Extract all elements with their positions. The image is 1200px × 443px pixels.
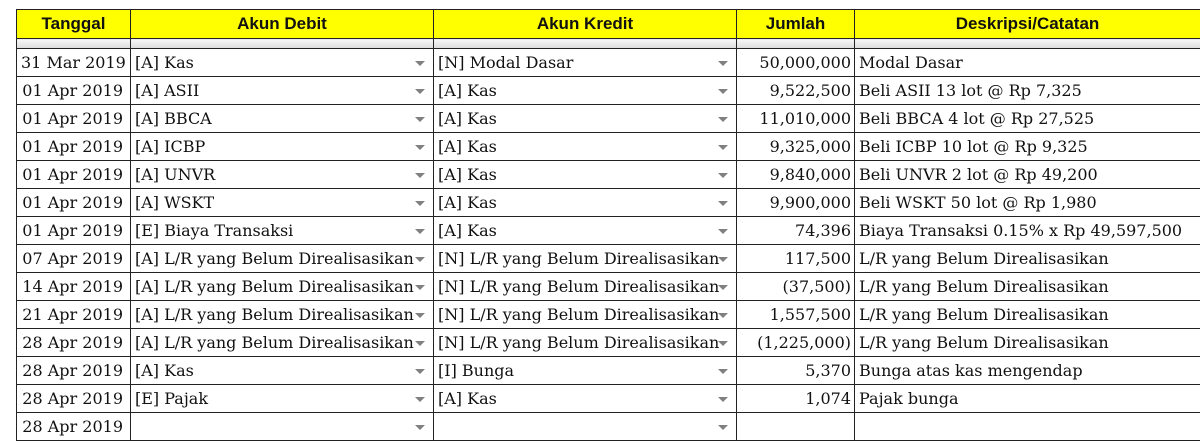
date-cell-value: 01 Apr 2019 — [22, 193, 123, 212]
table-row — [17, 357, 1200, 385]
credit-account-select-value: [N] Modal Dasar — [438, 53, 574, 72]
table-row — [17, 245, 1200, 273]
description-cell-value: L/R yang Belum Direalisasikan — [859, 305, 1109, 324]
debit-account-select-value: [A] UNVR — [135, 165, 216, 184]
amount-cell[interactable] — [737, 77, 855, 105]
amount-cell[interactable] — [737, 385, 855, 413]
amount-cell[interactable] — [737, 413, 855, 441]
debit-account-select[interactable] — [131, 301, 434, 329]
amount-cell[interactable] — [737, 189, 855, 217]
debit-account-select-value: [E] Biaya Transaksi — [135, 221, 294, 240]
debit-account-select[interactable] — [131, 329, 434, 357]
date-cell[interactable] — [17, 273, 131, 301]
debit-account-select-value: [A] L/R yang Belum Direalisasikan — [135, 305, 414, 324]
amount-cell[interactable] — [737, 301, 855, 329]
chevron-down-icon[interactable] — [718, 201, 728, 206]
date-cell[interactable] — [17, 413, 131, 441]
credit-account-select[interactable] — [434, 385, 737, 413]
description-cell[interactable] — [855, 133, 1200, 161]
chevron-down-icon[interactable] — [718, 257, 728, 262]
chevron-down-icon[interactable] — [718, 425, 728, 430]
amount-cell[interactable] — [737, 161, 855, 189]
debit-account-select[interactable] — [131, 385, 434, 413]
description-cell-value: Pajak bunga — [859, 389, 959, 408]
credit-account-select[interactable] — [434, 245, 737, 273]
chevron-down-icon[interactable] — [718, 117, 728, 122]
chevron-down-icon[interactable] — [718, 89, 728, 94]
credit-account-select[interactable] — [434, 217, 737, 245]
date-cell-value: 14 Apr 2019 — [22, 277, 123, 296]
date-cell-value: 28 Apr 2019 — [22, 389, 123, 408]
amount-cell-value: 1,557,500 — [769, 305, 851, 324]
amount-cell-value: 9,325,000 — [769, 137, 851, 156]
date-cell-value: 28 Apr 2019 — [22, 333, 123, 352]
credit-account-select-value: [A] Kas — [438, 137, 497, 156]
header-date: Tanggal — [17, 10, 131, 39]
amount-cell-value: 117,500 — [784, 249, 851, 268]
credit-account-select-value: [I] Bunga — [438, 361, 515, 380]
date-cell[interactable] — [17, 49, 131, 77]
debit-account-select[interactable] — [131, 49, 434, 77]
description-cell[interactable] — [855, 273, 1200, 301]
chevron-down-icon[interactable] — [415, 61, 425, 66]
debit-account-select[interactable] — [131, 357, 434, 385]
debit-account-select[interactable] — [131, 413, 434, 441]
credit-account-select-value: [A] Kas — [438, 389, 497, 408]
table-row — [17, 161, 1200, 189]
description-cell[interactable] — [855, 189, 1200, 217]
chevron-down-icon[interactable] — [415, 369, 425, 374]
debit-account-select[interactable] — [131, 133, 434, 161]
credit-account-select[interactable] — [434, 413, 737, 441]
description-cell[interactable] — [855, 329, 1200, 357]
header-description: Deskripsi/Catatan — [855, 10, 1200, 39]
description-cell-value: L/R yang Belum Direalisasikan — [859, 249, 1109, 268]
chevron-down-icon[interactable] — [415, 117, 425, 122]
table-row — [17, 105, 1200, 133]
description-cell[interactable] — [855, 105, 1200, 133]
table-row — [17, 133, 1200, 161]
chevron-down-icon[interactable] — [415, 145, 425, 150]
credit-account-select[interactable] — [434, 105, 737, 133]
date-cell-value: 01 Apr 2019 — [22, 137, 123, 156]
credit-account-select[interactable] — [434, 189, 737, 217]
description-cell-value: Modal Dasar — [859, 53, 963, 72]
date-cell-value: 01 Apr 2019 — [22, 81, 123, 100]
table-row — [17, 49, 1200, 77]
debit-account-select-value: [A] Kas — [135, 53, 194, 72]
chevron-down-icon[interactable] — [718, 397, 728, 402]
chevron-down-icon[interactable] — [718, 313, 728, 318]
credit-account-select[interactable] — [434, 357, 737, 385]
description-cell-value: Beli UNVR 2 lot @ Rp 49,200 — [859, 165, 1098, 184]
credit-account-select-value: [N] L/R yang Belum Direalisasikan — [438, 277, 720, 296]
chevron-down-icon[interactable] — [718, 145, 728, 150]
amount-cell-value: 9,522,500 — [769, 81, 851, 100]
credit-account-select-value: [N] L/R yang Belum Direalisasikan — [438, 249, 720, 268]
description-cell-value: L/R yang Belum Direalisasikan — [859, 333, 1109, 352]
header-row — [17, 10, 1200, 39]
description-cell[interactable] — [855, 217, 1200, 245]
description-cell[interactable] — [855, 245, 1200, 273]
amount-cell[interactable] — [737, 105, 855, 133]
table-row — [17, 189, 1200, 217]
date-cell-value: 21 Apr 2019 — [22, 305, 123, 324]
table-row — [17, 329, 1200, 357]
chevron-down-icon[interactable] — [415, 229, 425, 234]
table-row — [17, 273, 1200, 301]
date-cell[interactable] — [17, 301, 131, 329]
description-cell-value: L/R yang Belum Direalisasikan — [859, 277, 1109, 296]
credit-account-select[interactable] — [434, 161, 737, 189]
table-row — [17, 385, 1200, 413]
description-cell[interactable] — [855, 77, 1200, 105]
date-cell[interactable] — [17, 133, 131, 161]
credit-account-select[interactable] — [434, 273, 737, 301]
debit-account-select-value: [A] WSKT — [135, 193, 215, 212]
table-row — [17, 77, 1200, 105]
chevron-down-icon[interactable] — [415, 257, 425, 262]
chevron-down-icon[interactable] — [718, 173, 728, 178]
chevron-down-icon[interactable] — [718, 341, 728, 346]
credit-account-select-value: [A] Kas — [438, 165, 497, 184]
description-cell-value: Biaya Transaksi 0.15% x Rp 49,597,500 — [859, 221, 1183, 240]
amount-cell[interactable] — [737, 357, 855, 385]
amount-cell[interactable] — [737, 217, 855, 245]
credit-account-select-value: [A] Kas — [438, 81, 497, 100]
table-row — [17, 301, 1200, 329]
chevron-down-icon[interactable] — [415, 173, 425, 178]
debit-account-select-value: [A] L/R yang Belum Direalisasikan — [135, 249, 414, 268]
header-credit-account: Akun Kredit — [434, 10, 737, 39]
amount-cell[interactable] — [737, 133, 855, 161]
debit-account-select-value: [A] ICBP — [135, 137, 206, 156]
description-cell[interactable] — [855, 413, 1200, 441]
date-cell[interactable] — [17, 385, 131, 413]
date-cell-value: 01 Apr 2019 — [22, 109, 123, 128]
description-cell-value: Beli BBCA 4 lot @ Rp 27,525 — [859, 109, 1095, 128]
description-cell[interactable] — [855, 301, 1200, 329]
debit-account-select-value: [A] L/R yang Belum Direalisasikan — [135, 333, 414, 352]
credit-account-select-value: [N] L/R yang Belum Direalisasikan — [438, 333, 720, 352]
chevron-down-icon[interactable] — [415, 285, 425, 290]
description-cell-value: Beli ICBP 10 lot @ Rp 9,325 — [859, 137, 1088, 156]
credit-account-select[interactable] — [434, 133, 737, 161]
description-cell[interactable] — [855, 357, 1200, 385]
debit-account-select[interactable] — [131, 273, 434, 301]
amount-cell[interactable] — [737, 273, 855, 301]
date-cell[interactable] — [17, 77, 131, 105]
amount-cell[interactable] — [737, 245, 855, 273]
amount-cell-value: 50,000,000 — [759, 53, 851, 72]
date-cell[interactable] — [17, 329, 131, 357]
chevron-down-icon[interactable] — [718, 369, 728, 374]
credit-account-select-value: [N] L/R yang Belum Direalisasikan — [438, 305, 720, 324]
debit-account-select[interactable] — [131, 161, 434, 189]
date-cell-value: 01 Apr 2019 — [22, 165, 123, 184]
description-cell[interactable] — [855, 161, 1200, 189]
table-row — [17, 217, 1200, 245]
amount-cell[interactable] — [737, 49, 855, 77]
chevron-down-icon[interactable] — [415, 425, 425, 430]
frozen-pane-divider — [17, 39, 1200, 49]
credit-account-select[interactable] — [434, 49, 737, 77]
debit-account-select[interactable] — [131, 77, 434, 105]
amount-cell-value: 11,010,000 — [759, 109, 851, 128]
date-cell[interactable] — [17, 217, 131, 245]
credit-account-select[interactable] — [434, 329, 737, 357]
credit-account-select-value: [A] Kas — [438, 109, 497, 128]
credit-account-select[interactable] — [434, 301, 737, 329]
date-cell[interactable] — [17, 105, 131, 133]
journal-sheet — [16, 9, 1200, 441]
chevron-down-icon[interactable] — [415, 201, 425, 206]
description-cell-value: Beli WSKT 50 lot @ Rp 1,980 — [859, 193, 1097, 212]
description-cell-value: Beli ASII 13 lot @ Rp 7,325 — [859, 81, 1082, 100]
header-debit-account: Akun Debit — [131, 10, 434, 39]
date-cell-value: 28 Apr 2019 — [22, 361, 123, 380]
date-cell[interactable] — [17, 245, 131, 273]
credit-account-select-value: [A] Kas — [438, 193, 497, 212]
credit-account-select-value: [A] Kas — [438, 221, 497, 240]
description-cell[interactable] — [855, 385, 1200, 413]
amount-cell-value: (37,500) — [782, 277, 851, 296]
debit-account-select[interactable] — [131, 217, 434, 245]
chevron-down-icon[interactable] — [718, 61, 728, 66]
description-cell-value: Bunga atas kas mengendap — [859, 361, 1083, 380]
date-cell[interactable] — [17, 161, 131, 189]
debit-account-select[interactable] — [131, 105, 434, 133]
debit-account-select-value: [A] Kas — [135, 361, 194, 380]
amount-cell-value: 9,900,000 — [769, 193, 851, 212]
debit-account-select-value: [A] ASII — [135, 81, 200, 100]
chevron-down-icon[interactable] — [718, 285, 728, 290]
date-cell-value: 28 Apr 2019 — [22, 417, 123, 436]
amount-cell-value: (1,225,000) — [757, 333, 851, 352]
debit-account-select[interactable] — [131, 245, 434, 273]
date-cell-value: 07 Apr 2019 — [22, 249, 123, 268]
chevron-down-icon[interactable] — [718, 229, 728, 234]
date-cell-value: 01 Apr 2019 — [22, 221, 123, 240]
amount-cell[interactable] — [737, 329, 855, 357]
date-cell[interactable] — [17, 357, 131, 385]
chevron-down-icon[interactable] — [415, 313, 425, 318]
description-cell[interactable] — [855, 49, 1200, 77]
amount-cell-value: 5,370 — [805, 361, 851, 380]
debit-account-select-value: [A] BBCA — [135, 109, 212, 128]
chevron-down-icon[interactable] — [415, 341, 425, 346]
date-cell-value: 31 Mar 2019 — [21, 53, 126, 72]
debit-account-select-value: [E] Pajak — [135, 389, 209, 408]
journal-table — [16, 9, 1200, 441]
debit-account-select[interactable] — [131, 189, 434, 217]
chevron-down-icon[interactable] — [415, 397, 425, 402]
amount-cell-value: 74,396 — [795, 221, 851, 240]
amount-cell-value: 1,074 — [805, 389, 851, 408]
header-amount: Jumlah — [737, 10, 855, 39]
credit-account-select[interactable] — [434, 77, 737, 105]
amount-cell-value: 9,840,000 — [769, 165, 851, 184]
date-cell[interactable] — [17, 189, 131, 217]
chevron-down-icon[interactable] — [415, 89, 425, 94]
table-row — [17, 413, 1200, 441]
debit-account-select-value: [A] L/R yang Belum Direalisasikan — [135, 277, 414, 296]
